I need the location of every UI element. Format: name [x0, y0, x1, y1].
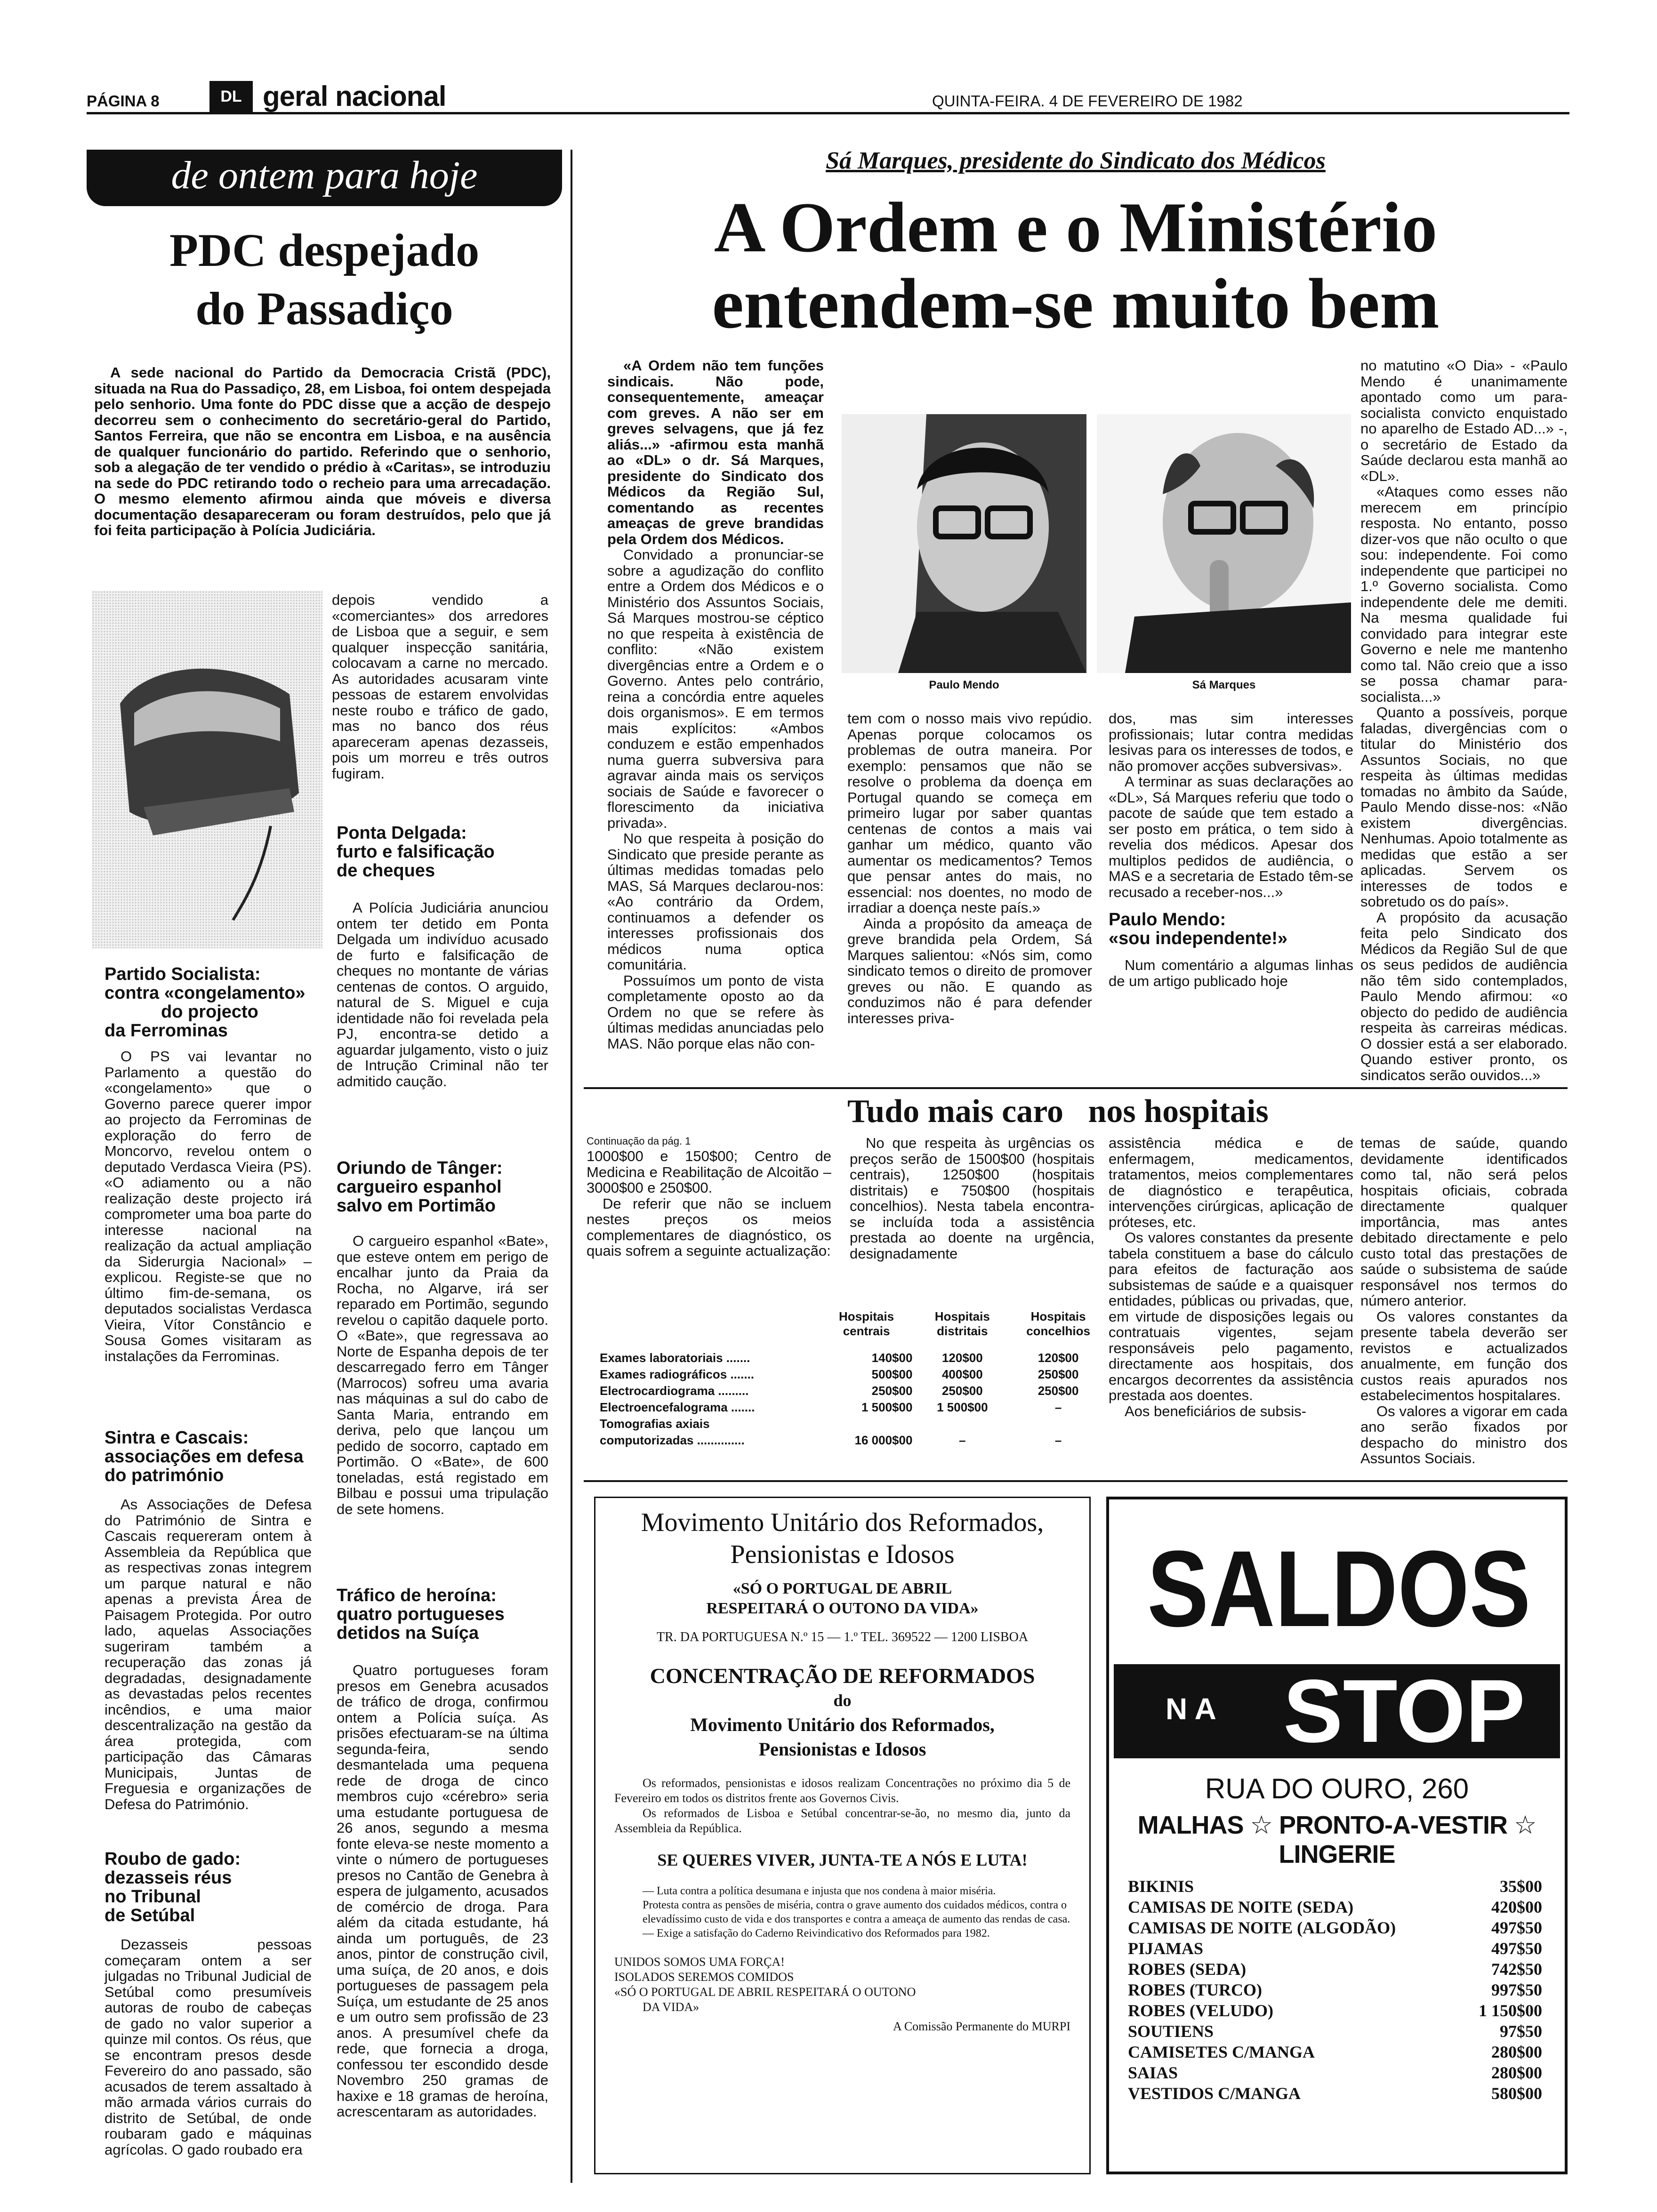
tanger-body	[337, 1233, 548, 1517]
ps-headline-3: do projecto	[161, 1002, 258, 1022]
hosp-col3	[1109, 1135, 1353, 1419]
stop-label: STOP	[1283, 1661, 1525, 1761]
list-item	[1128, 2021, 1542, 2042]
ps-headline-2: contra «congelamento»	[105, 983, 306, 1003]
main-col1-p2: Convidado a pronunciar-se sobre a agudização do conflito entre a Ordem dos Médicos e o Ministério dos Assuntos Sociais, Sá Marques mostrou-se céptico no que respeita à existência de conflito: «Não existem divergências entre a Ordem e o Governo. Antes pelo contrário, reina a concórdia entre aqueles dois organismos». E em termos mais explícitos: «Ambos conduzem e estão empenhados numa guerra subversiva para agravar ainda mais os serviços sociais de Saúde e favorecer o florescimento da iniciativa privada».	[607, 546, 824, 831]
cell	[914, 1416, 1010, 1432]
list-item	[1128, 2083, 1542, 2104]
heroina-headline-1: Tráfico de heroína:	[337, 1586, 497, 1605]
cell: 16 000$00	[854, 1433, 913, 1447]
murpi-union	[614, 1955, 1070, 2015]
murpi-concentration-2: do	[833, 1691, 852, 1710]
list-item	[1128, 2062, 1542, 2083]
sintra-body-text: As Associações de Defesa do Património de Sintra e Cascais requereram ontem à Assembleia da República que as respectivas zonas integrem um parque natural e não apenas a prevista Área de Paisagem Protegida. Por outro lado, aquelas Associações sugeriram também a recuperação das zonas já degradadas, designadamente as devastadas pelos recentes incêndios, e uma maior descentralização na gestão da área protegida, com participação das Câmaras Municipais, Juntas de Freguesia e organizações de Defesa do Património.	[105, 1496, 312, 1812]
item-price: 280$00	[1491, 2063, 1542, 2082]
main-col3-p3: Num comentário a algumas linhas de um artigo publicado hoje	[1109, 957, 1353, 989]
list-item	[1128, 2000, 1542, 2021]
ponta-headline-2: furto e falsificação	[337, 842, 495, 862]
column-rule	[571, 150, 572, 2183]
gado-body	[105, 1937, 312, 2157]
section-title: geral nacional	[263, 80, 446, 112]
main-headline-line2: entendem-se muito bem	[712, 264, 1440, 343]
heroina-headline-2: quatro portugueses	[337, 1604, 505, 1624]
main-col3	[1109, 711, 1353, 989]
item-price: 420$00	[1491, 1898, 1542, 1916]
cell: 250$00	[871, 1384, 913, 1398]
murpi-union-4: DA VIDA»	[643, 2000, 700, 2014]
mendo-subhead	[1109, 910, 1353, 948]
pdc-lead	[94, 365, 551, 538]
murpi-slogan-2: RESPEITARÁ O OUTONO DA VIDA»	[706, 1600, 979, 1617]
sa-marques-image	[1097, 414, 1351, 673]
murpi-slogan	[614, 1579, 1070, 1619]
gado-headline	[105, 1850, 312, 1925]
main-col2-p1: tem com o nosso mais vivo repúdio. Apenas porque colocamos os problemas de outra maneira. Por exemplo: pensamos que não se resolve o problema da doença em Portugal quando se começa em primeiro lugar por saber quantas centenas de contos a mais vai ganhar um médico, quanto vão aumentar os medicamentos? Temos que pensar antes do mais, no essencial: nos doentes, no modo de irradiar a doença neste país.»	[847, 710, 1092, 916]
pdc-headline-line2: do Passadiço	[195, 282, 453, 335]
item-name: CAMISETES C/MANGA	[1128, 2043, 1315, 2061]
pdc-lead-text: A sede nacional do Partido da Democracia Cristã (PDC), situada na Rua do Passadiço, 28, em Lisboa, foi ontem despejada pelo senhorio. Uma fonte do PDC disse que a acção de despejo decorreu sem o conhecimento do secretário-geral do Partido, Santos Ferreira, que não se encontra em Lisboa, e na ausência de qualquer funcionário do partido. Referindo que o senhorio, sob a alegação de ter vendido o prédio à «Caritas», se introduziu na sede do PDC retirando todo o recheio para uma arrecadação. O mesmo elemento afirmou ainda que móveis e diversa documentação desapareceram ou foram destruídos, pelo que já foi feita participação à Polícia Judiciária.	[94, 364, 551, 538]
telephone-image	[92, 591, 322, 948]
banner-title: de ontem para hoje	[171, 153, 478, 197]
ponta-body-text: A Polícia Judiciária anunciou ontem ter detido em Ponta Delgada um indivíduo acusado de furto e falsificação de cheques no montante de várias centenas de contos. O arguido, natural de S. Miguel e cuja identidade não foi revelada pela PJ, encontra-se detido a aguardar julgamento, visto o juiz de Intrução Criminal não ter admitido caução.	[337, 899, 548, 1090]
hosp-bottom-rule	[584, 1480, 1568, 1482]
table-row	[598, 1416, 1106, 1432]
list-item	[1128, 1917, 1542, 1938]
caption-sa-marques: Sá Marques	[1192, 679, 1256, 691]
cell: 250$00	[941, 1384, 983, 1398]
tanger-headline	[337, 1159, 548, 1215]
saldos-street: RUA DO OURO, 260	[1205, 1773, 1469, 1804]
cell: 1 500$00	[861, 1400, 913, 1414]
hosp-col3-p2: Os valores constantes da presente tabela constituem a base do cálculo para efeitos de facturação aos subsistemas de saúde e a quaisquer entidades, públicas ou privadas, que, em virtude de disposições legais ou contratuais vigentes, sejam responsáveis pelo pagamento, directamente aos hospitais, dos encargos decorrentes da assistência prestada aos doentes.	[1109, 1229, 1353, 1403]
price-table-header	[598, 1308, 1106, 1339]
item-price: 35$00	[1500, 1877, 1542, 1896]
item-price: 580$00	[1491, 2084, 1542, 2103]
sintra-body	[105, 1497, 312, 1812]
tanger-headline-3: salvo em Portimão	[337, 1196, 496, 1216]
item-price: 497$50	[1491, 1939, 1542, 1958]
list-item	[1128, 1959, 1542, 1980]
cell: –	[1054, 1433, 1062, 1447]
item-price: 497$50	[1491, 1918, 1542, 1937]
sintra-headline-2: associações em defesa	[105, 1447, 304, 1467]
mendo-subhead-1: Paulo Mendo:	[1109, 910, 1226, 930]
gado-headline-1: Roubo de gado:	[105, 1849, 241, 1869]
gado-continuation	[332, 592, 548, 781]
murpi-concentration-4: Pensionistas e Idosos	[758, 1739, 926, 1760]
hosp-top-rule	[584, 1087, 1568, 1089]
paulo-mendo-photo	[842, 414, 1086, 673]
tanger-body-text: O cargueiro espanhol «Bate», que esteve ontem em perigo de encalhar junto da Praia da Rocha, no Algarve, irá ser reparado em Portimão, segundo revelou o capitão daquele porto. O «Bate», que regressava ao Norte de Espanha depois de ter descarregado ferro em Tânger (Marrocos) sofreu uma avaria nas máquinas a sul do cabo de Santa Maria, entrando em deriva, pelo que lançou um pedido de socorro, captado em Portimão. O «Bate», de 600 toneladas, está registado em Bilbau e possui uma tripulação de sete homens.	[337, 1233, 548, 1517]
murpi-union-1: UNIDOS SOMOS UMA FORÇA!	[614, 1955, 785, 1969]
ps-headline-1: Partido Socialista:	[105, 964, 261, 984]
cell: 400$00	[941, 1367, 983, 1381]
cell: 1 500$00	[937, 1400, 988, 1414]
header-rule	[87, 112, 1569, 114]
list-item	[1128, 1980, 1542, 2000]
main-lead: «A Ordem não tem funções sindicais. Não pode, consequentemente, ameaçar com greves. A não ser em greves selvagens, que já fez aliás...» -afirmou esta manhã ao «DL» o dr. Sá Marques, presidente do Sindicato dos Médicos da Região Sul, comentando as recentes ameaças de greve brandidas pela Ordem dos Médicos.	[607, 357, 824, 547]
cell: –	[959, 1433, 966, 1447]
dl-logo: DL	[209, 81, 253, 112]
main-col4-p2: «Ataques como esses não merecem em princípio resposta. No entanto, posso dizer-vos que não oculto o que sou: independente. Foi como independente que participei no 1.º Governo socialista. Como independente dele me demiti. Na mesma qualidade fui convidado para integrar este Governo e nele me mantenho como tal. Não creio que a isso se possa chamar para-socialista...»	[1360, 483, 1568, 705]
murpi-concentration	[614, 1664, 1070, 1762]
pdc-headline-line1: PDC despejado	[169, 224, 480, 276]
murpi-p2: Os reformados de Lisboa e Setúbal concentrar-se-ão, no mesmo dia, junto da Assembleia da República.	[614, 1806, 1070, 1835]
main-kicker: Sá Marques, presidente do Sindicato dos Médicos	[826, 147, 1326, 174]
row-label: Tomografias axiais	[600, 1417, 710, 1431]
main-col2	[847, 711, 1092, 1026]
table-row	[598, 1432, 1106, 1449]
saldos-ad	[1106, 1497, 1568, 2174]
price-table	[598, 1308, 1106, 1449]
saldos-price-list	[1128, 1876, 1542, 2104]
hosp-col4	[1360, 1135, 1568, 1467]
hosp-col3-p3: Aos beneficiários de subsis-	[1125, 1403, 1306, 1419]
ps-body-text: O PS vai levantar no Parlamento a questão do «congelamento» que o Governo parece querer impor ao projecto da Ferrominas de exploração do ferro de Moncorvo, revelou ontem o deputado Verdasca Vieira (PS). «O adiamento ou a não realização deste projecto irá comprometer uma boa parte do interesse nacional na realização da actual ampliação da Siderurgia Nacional» – explicou. Registe-se que no último fim-de-semana, os deputados socialistas Verdasca Vieira, Vítor Constâncio e Sousa Gomes visitaram as instalações da Ferrominas.	[105, 1048, 312, 1364]
murpi-bullets	[614, 1884, 1070, 1940]
murpi-bullet-2: Protesta contra as pensões de miséria, contra o grave aumento dos cuidados médicos, contra o elevadíssimo custo de vida e dos transportes e contra a ameaça de aumento das rendas de casa.	[643, 1899, 1070, 1925]
murpi-title	[614, 1507, 1070, 1571]
murpi-cry: SE QUERES VIVER, JUNTA-TE A NÓS E LUTA!	[657, 1851, 1028, 1869]
table-row	[598, 1383, 1106, 1399]
list-item	[1128, 2042, 1542, 2062]
sintra-headline-3: do património	[105, 1466, 224, 1485]
list-item	[1128, 1897, 1542, 1917]
heroina-body-text: Quatro portugueses foram presos em Genebra acusados de tráfico de droga, confirmou ontem a Polícia suíça. As prisões efectuaram-se na última segunda-feira, sendo desmantelada uma pequena rede de droga de cinco membros cujo «cérebro» seria uma estudante portuguesa de 26 anos, segundo a mesma fonte eleva-se neste momento a vinte o número de portugueses presos no Cantão de Genebra à espera de julgamento, acusados de comércio de droga. Para além da citada estudante, há ainda um português, de 23 anos, pintor de construção civil, uma suíça, de 20 anos, e dois portugueses de passagem pela Suíça, um estudante de 25 anos e um outro sem profissão de 23 anos. A presumível chefe da rede, que fornecia a droga, confessou ter escondido desde Novembro 250 gramas de haxixe e 18 gramas de heroína, acrescentaram as autoridades.	[337, 1662, 548, 2120]
main-col3-p2: A terminar as suas declarações ao «DL», Sá Marques referiu que todo o pacote de saúde que tem estado a ser posto em prática, o tem sido à revelia dos médicos. Apesar dos multiplos pedidos de audiência, o MAS e a secretaria de Estado têm-se recusado a receber-nos...»	[1109, 773, 1353, 900]
cell: 140$00	[871, 1351, 913, 1365]
main-col3-p1: dos, mas sim interesses profissionais; lutar contra medidas lesivas para os interesses de todos, e não promover acções subversivas».	[1109, 710, 1353, 774]
sintra-headline-1: Sintra e Cascais:	[105, 1428, 249, 1448]
hosp-col4-p1: temas de saúde, quando devidamente identificados como tal, não será pelos hospitais oficiais, cobrada directamente qualquer importância, mas antes debitado directamente e pelo custo total das prestações de saúde o subsistema de saúde responsável nos termos do número anterior.	[1360, 1135, 1568, 1309]
item-name: VESTIDOS C/MANGA	[1128, 2084, 1301, 2103]
hosp-col1-p2: De referir que não se incluem nestes preços os meios complementares de diagnóstico, os quais sofrem a seguinte actualização:	[587, 1195, 831, 1259]
item-name: ROBES (SEDA)	[1128, 1960, 1247, 1979]
list-item	[1128, 1876, 1542, 1897]
murpi-slogan-1: «SÓ O PORTUGAL DE ABRIL	[732, 1580, 952, 1597]
murpi-bullet-1: — Luta contra a política desumana e injusta que nos condena à maior miséria.	[643, 1885, 996, 1897]
row-label: computorizadas ..............	[600, 1433, 745, 1447]
main-col4-p3: Quanto a possíveis, porque faladas, divergências com o titular do Ministério dos Assuntos Sociais, no que respeita às últimas medidas tomadas no âmbito da Saúde, Paulo Mendo disse-nos: «Não existem divergências. Nenhumas. Apoio totalmente as medidas que estão a ser aplicadas. Servem os interesses de todos e sobretudo os do país».	[1360, 704, 1568, 910]
list-item	[1128, 1938, 1542, 1959]
hosp-col2	[850, 1135, 1094, 1261]
th-distritais: Hospitais distritais	[934, 1309, 990, 1338]
sintra-headline	[105, 1428, 312, 1485]
saldos-categories: MALHAS ☆ PRONTO-A-VESTIR ☆ LINGERIE	[1137, 1811, 1536, 1868]
murpi-union-3: «SÓ O PORTUGAL DE ABRIL RESPEITARÁ O OUTONO	[614, 1985, 916, 1999]
tanger-headline-2: cargueiro espanhol	[337, 1177, 502, 1197]
table-row	[598, 1366, 1106, 1383]
murpi-ad	[594, 1497, 1091, 2174]
item-name: PIJAMAS	[1128, 1939, 1203, 1958]
item-name: BIKINIS	[1128, 1877, 1194, 1896]
item-price: 97$50	[1500, 2022, 1542, 2041]
gado-headline-4: de Setúbal	[105, 1906, 195, 1925]
sa-marques-photo	[1097, 414, 1351, 673]
item-price: 742$50	[1491, 1960, 1542, 1979]
cell: 120$00	[941, 1351, 983, 1365]
table-row	[598, 1350, 1106, 1366]
telephone-photo	[92, 591, 322, 948]
main-col1-p4: Possuímos um ponto de vista completamente oposto ao da Ordem no que se refere às últimas medidas anunciadas pelo MAS. Não porque elas não con-	[607, 972, 824, 1052]
heroina-headline	[337, 1586, 548, 1643]
th-concelhios: Hospitais concelhios	[1026, 1309, 1091, 1338]
main-col4-p1: no matutino «O Dia» - «Paulo Mendo é unanimamente apontado como um para-socialista convicto enquistado no aparelho de Estado AD...» -, o secretário de Estado da Saúde declarou esta manhã ao «DL».	[1360, 357, 1568, 484]
main-col1-p3: No que respeita à posição do Sindicato que preside perante as últimas medidas tomadas pelo MAS, Sá Marques declarou-nos: «Ao contrário da Ordem, continuamos a defender os interesses profissionais dos médicos numa optica comunitária.	[607, 830, 824, 973]
main-col1	[607, 358, 824, 1051]
main-col4	[1360, 358, 1568, 1083]
item-name: CAMISAS DE NOITE (SEDA)	[1128, 1898, 1354, 1916]
item-price: 280$00	[1491, 2043, 1542, 2061]
ponta-body	[337, 900, 548, 1089]
hosp-col4-p2: Os valores constantes da presente tabela deverão ser revistos e actualizados anualmente, em função dos custos reais apurados nos estabelecimentos hospitalares.	[1360, 1308, 1568, 1403]
murpi-concentration-3: Movimento Unitário dos Reformados,	[690, 1714, 995, 1735]
item-name: ROBES (VELUDO)	[1128, 2001, 1274, 2020]
hosp-headline	[847, 1093, 1269, 1130]
row-label: Electrocardiograma .........	[600, 1384, 749, 1398]
stop-banner	[1114, 1661, 1560, 1761]
item-name: SOUTIENS	[1128, 2022, 1214, 2041]
th-centrais: Hospitais centrais	[839, 1309, 894, 1338]
cell: –	[1054, 1400, 1062, 1414]
murpi-address: TR. DA PORTUGUESA N.º 15 — 1.º TEL. 369522 — 1200 LISBOA	[656, 1630, 1029, 1644]
ponta-headline-3: de cheques	[337, 861, 435, 881]
gado-headline-2: dezasseis réus	[105, 1868, 232, 1888]
main-col2-p2: Ainda a propósito da ameaça de greve brandida pela Ordem, Sá Marques salientou: «Nós sim, como sindicato temos o direito de promover greves ou não. E quando as conduzimos não é para defender interesses priva-	[847, 915, 1092, 1026]
hosp-continuation-note: Continuação da pág. 1	[587, 1135, 691, 1147]
pdc-headline	[87, 221, 562, 338]
item-price: 997$50	[1491, 1980, 1542, 1999]
gado-continuation-text: depois vendido a «comerciantes» dos arredores de Lisboa que a seguir, e sem qualquer inspecção sanitária, colocavam a carne no mercado. As autoridades acusaram vinte pessoas de estarem envolvidas neste roubo e tráfico de gado, mas no banco dos réus apareceram apenas dezasseis, pois um morreu e três outros fugiram.	[332, 592, 548, 782]
row-label: Exames radiográficos .......	[600, 1367, 755, 1381]
hosp-col1	[587, 1148, 831, 1259]
row-label: Electroencefalograma .......	[600, 1400, 755, 1414]
murpi-signature: A Comissão Permanente do MURPI	[893, 2020, 1070, 2033]
paulo-mendo-image	[842, 414, 1086, 673]
heroina-body	[337, 1662, 548, 2120]
cell: 250$00	[1038, 1367, 1079, 1381]
na-label: N A	[1166, 1692, 1216, 1726]
tanger-headline-1: Oriundo de Tânger:	[337, 1158, 503, 1178]
banner-box	[87, 150, 562, 206]
ps-body	[105, 1049, 312, 1364]
hosp-col1-p1: 1000$00 e 150$00; Centro de Medicina e Reabilitação de Alcoitão – 3000$00 e 250$00.	[587, 1148, 831, 1196]
cell: 500$00	[871, 1367, 913, 1381]
saldos-title: SALDOS	[1147, 1528, 1531, 1649]
page-number: PÁGINA 8	[87, 92, 160, 110]
cell: 250$00	[1038, 1384, 1079, 1398]
murpi-p1: Os reformados, pensionistas e idosos realizam Concentrações no próximo dia 5 de Fevereiro em todos os distritos frente aos Governos Civis.	[614, 1776, 1070, 1805]
gado-headline-3: no Tribunal	[105, 1887, 201, 1907]
item-price: 1 150$00	[1479, 2001, 1542, 2020]
ponta-headline	[337, 824, 548, 880]
hosp-headline-b: nos hospitais	[1088, 1093, 1269, 1130]
row-label: Exames laboratoriais .......	[600, 1351, 750, 1365]
murpi-concentration-1: CONCENTRAÇÃO DE REFORMADOS	[650, 1664, 1035, 1688]
murpi-title-2: Pensionistas e Idosos	[730, 1540, 955, 1569]
gado-body-text: Dezasseis pessoas começaram ontem a ser julgadas no Tribunal Judicial de Setúbal como presumíveis autoras de roubo de cabeças de gado no valor superior a quinze mil contos. Os réus, que se encontram presos desde Fevereiro do ano passado, são acusados de terem assaltado à mão armada vários currais do distrito de Setúbal, de onde roubaram gado e máquinas agrícolas. O gado roubado era	[105, 1936, 312, 2158]
murpi-title-1: Movimento Unitário dos Reformados,	[641, 1508, 1044, 1537]
ps-headline	[105, 965, 312, 1040]
main-col4-p4: A propósito da acusação feita pelo Sindicato dos Médicos da Região Sul de que os seus pedidos de audiência não têm sido contemplados, Paulo Mendo afirmou: «o objecto do pedido de audiência respeita às carreiras médicas. O dossier está a ser elaborado. Quando estiver pronto, os sindicatos serão ouvidos...»	[1360, 909, 1568, 1083]
murpi-bullet-3: — Exige a satisfação do Caderno Reivindicativo dos Reformados para 1982.	[643, 1927, 990, 1940]
main-headline-line1: A Ordem e o Ministério	[714, 188, 1438, 267]
item-name: CAMISAS DE NOITE (ALGODÃO)	[1128, 1918, 1396, 1937]
murpi-paragraphs	[614, 1776, 1070, 1836]
item-name: ROBES (TURCO)	[1128, 1980, 1263, 1999]
heroina-headline-3: detidos na Suíça	[337, 1623, 479, 1643]
ps-headline-4: da Ferrominas	[105, 1021, 228, 1041]
cell	[819, 1416, 915, 1432]
hosp-headline-a: Tudo mais caro	[847, 1093, 1063, 1130]
hosp-col2-p1: No que respeita às urgências os preços serão de 1500$00 (hospitais centrais), 1250$00 (hospitais distritais) e 750$00 (hospitais concelhios). Nesta tabela encontra-se incluída toda a assistência prestada ao doente na urgência, designadamente	[850, 1135, 1094, 1262]
caption-paulo-mendo: Paulo Mendo	[929, 679, 999, 691]
table-row	[598, 1399, 1106, 1416]
hosp-col3-p1: assistência médica e de enfermagem, medicamentos, tratamentos, meios complementares de diagnóstico e terapêutica, intervenções cirúrgicas, aplicação de próteses, etc.	[1109, 1135, 1353, 1230]
item-name: SAIAS	[1128, 2063, 1178, 2082]
issue-date: QUINTA-FEIRA. 4 DE FEVEREIRO DE 1982	[932, 92, 1243, 110]
ponta-headline-1: Ponta Delgada:	[337, 823, 467, 843]
hosp-col4-p3: Os valores a vigorar em cada ano serão fixados por despacho do ministro dos Assuntos Sociais.	[1360, 1403, 1568, 1467]
cell	[1010, 1416, 1106, 1432]
cell: 120$00	[1038, 1351, 1079, 1365]
murpi-union-2: ISOLADOS SEREMOS COMIDOS	[614, 1970, 794, 1984]
main-headline	[584, 189, 1568, 342]
mendo-subhead-2: «sou independente!»	[1109, 929, 1288, 948]
